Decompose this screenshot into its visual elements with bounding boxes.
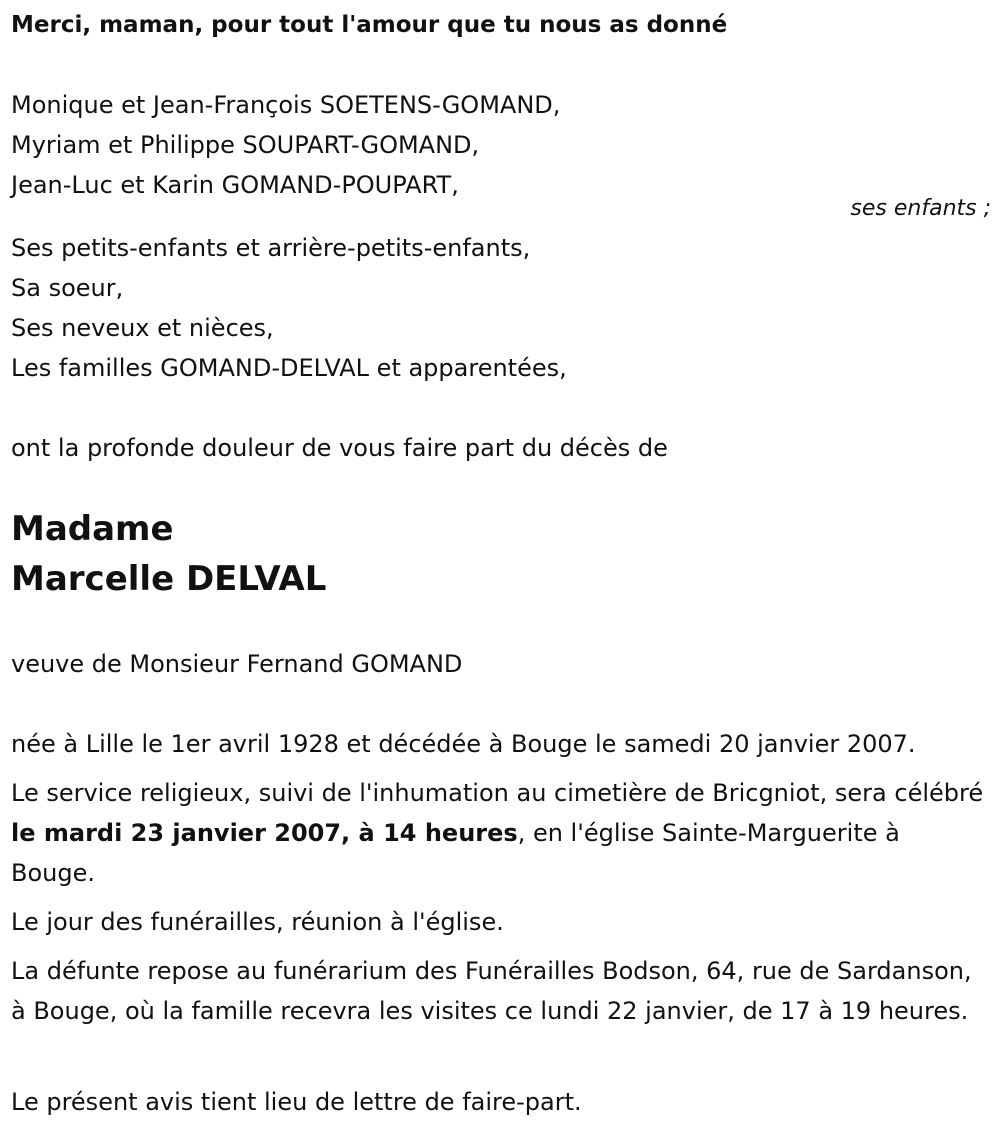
relative-line: Ses petits-enfants et arrière-petits-enfants,	[11, 234, 531, 262]
deceased-title: Madame	[11, 509, 174, 549]
announcement-line: ont la profonde douleur de vous faire part du décès de	[11, 434, 668, 462]
relative-line: Sa soeur,	[11, 274, 124, 302]
child-line: Monique et Jean-François SOETENS-GOMAND,	[11, 91, 561, 119]
closing-line: Le présent avis tient lieu de lettre de faire-part.	[11, 1088, 582, 1116]
funeral-day-line: Le jour des funérailles, réunion à l'église.	[11, 908, 504, 936]
children-role: ses enfants ;	[850, 196, 991, 221]
service-date-bold: le mardi 23 janvier 2007, à 14 heures	[11, 819, 518, 847]
child-line: Jean-Luc et Karin GOMAND-POUPART,	[11, 171, 459, 199]
service-paragraph	[11, 773, 991, 893]
visits-paragraph: La défunte repose au funérarium des Funérailles Bodson, 64, rue de Sardanson, à Bouge, où la famille recevra les visites ce lundi 22 janvier, de 17 à 19 heures.	[11, 957, 972, 1025]
service-text-before: Le service religieux, suivi de l'inhumation au cimetière de Bricgniot, sera célébré	[11, 779, 984, 807]
service-text-after: , en l'église Sainte-Marguerite à Bouge.	[11, 819, 900, 887]
widow-of-line: veuve de Monsieur Fernand GOMAND	[11, 650, 463, 678]
child-line: Myriam et Philippe SOUPART-GOMAND,	[11, 131, 480, 159]
relative-line: Les familles GOMAND-DELVAL et apparentées,	[11, 354, 567, 382]
deceased-name: Marcelle DELVAL	[11, 559, 327, 599]
relative-line: Ses neveux et nièces,	[11, 314, 274, 342]
birth-death-line: née à Lille le 1er avril 1928 et décédée à Bouge le samedi 20 janvier 2007.	[11, 730, 916, 758]
dedication-heading: Merci, maman, pour tout l'amour que tu nous as donné	[11, 12, 728, 38]
